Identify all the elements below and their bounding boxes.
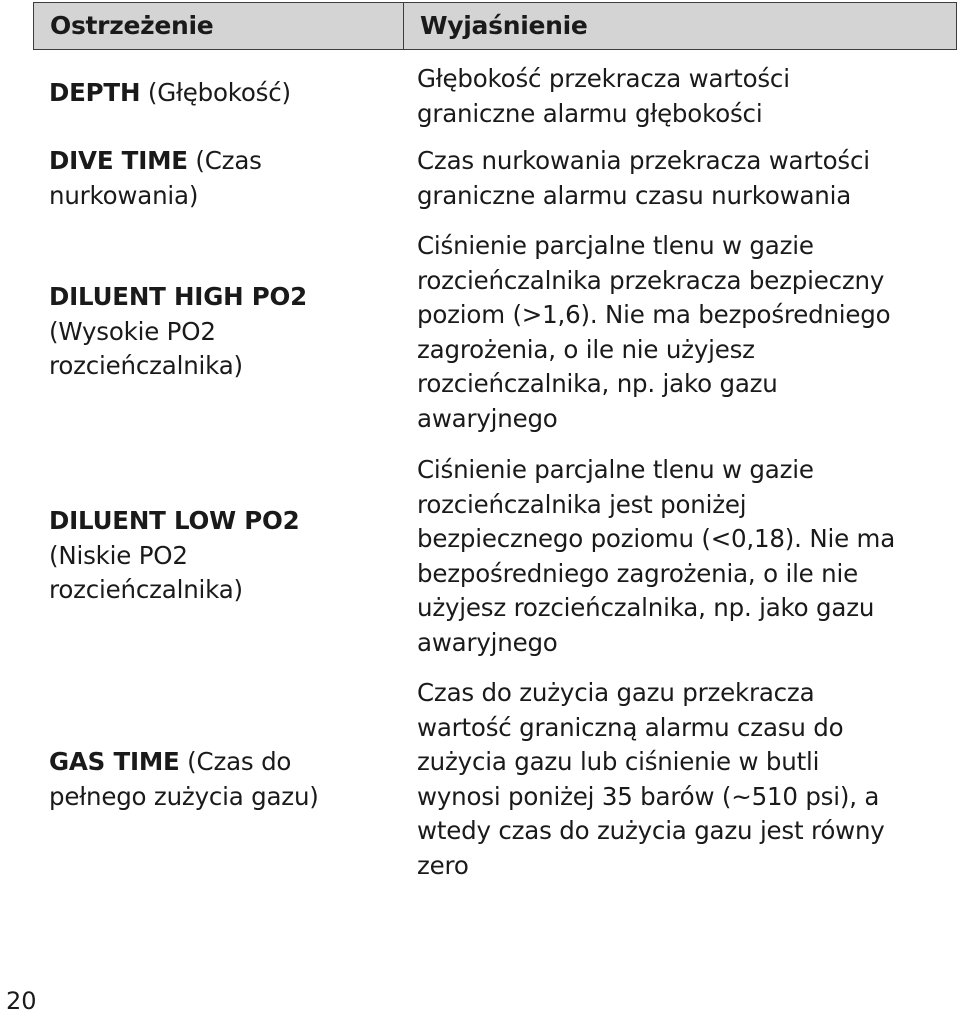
warnings-table [33,2,957,880]
warning-code: DILUENT LOW PO2 [49,506,300,535]
explanation-cell: Czas nurkowania przekracza wartości graniczne alarmu czasu nurkowania [417,146,870,210]
warning-cell [49,76,389,111]
table-header [33,2,957,50]
warning-name: (Wysokie PO2 rozcieńczalnika) [49,316,243,380]
warning-name: (Niskie PO2 rozcieńczalnika) [49,540,243,604]
warning-cell [49,144,389,213]
explanation-cell: Głębokość przekracza wartości graniczne alarmu głębokości [417,64,790,128]
page-number: 20 [6,987,37,1015]
warning-cell [49,504,389,608]
header-explanation: Wyjaśnienie [420,11,588,40]
warning-cell [49,745,389,814]
warning-cell [49,280,389,384]
warning-name: (Głębokość) [140,78,291,107]
explanation-cell: Czas do zużycia gazu przekracza wartość graniczną alarmu czasu do zużycia gazu lub ciśnienie w butli wynosi poniżej 35 barów (~510 psi), a wtedy czas do zużycia gazu jest równy zero [417,678,885,880]
warning-code: DIVE TIME [49,146,188,175]
warning-code: DILUENT HIGH PO2 [49,282,307,311]
explanation-cell: Ciśnienie parcjalne tlenu w gazie rozcieńczalnika przekracza bezpieczny poziom (>1,6). Nie ma bezpośredniego zagrożenia, o ile nie użyjesz rozcieńczalnika, np. jako gazu awaryjnego [417,231,891,433]
header-warning: Ostrzeżenie [34,3,404,49]
warning-name: (Czas nurkowania) [49,146,262,210]
warning-code: DEPTH [49,78,141,107]
explanation-cell: Ciśnienie parcjalne tlenu w gazie rozcieńczalnika jest poniżej bezpiecznego poziomu (<0,18). Nie ma bezpośredniego zagrożenia, o ile nie użyjesz rozcieńczalnika, np. jako gazu awaryjnego [417,455,896,657]
warning-name: (Czas do pełnego zużycia gazu) [49,747,319,811]
warning-code: GAS TIME [49,747,180,776]
